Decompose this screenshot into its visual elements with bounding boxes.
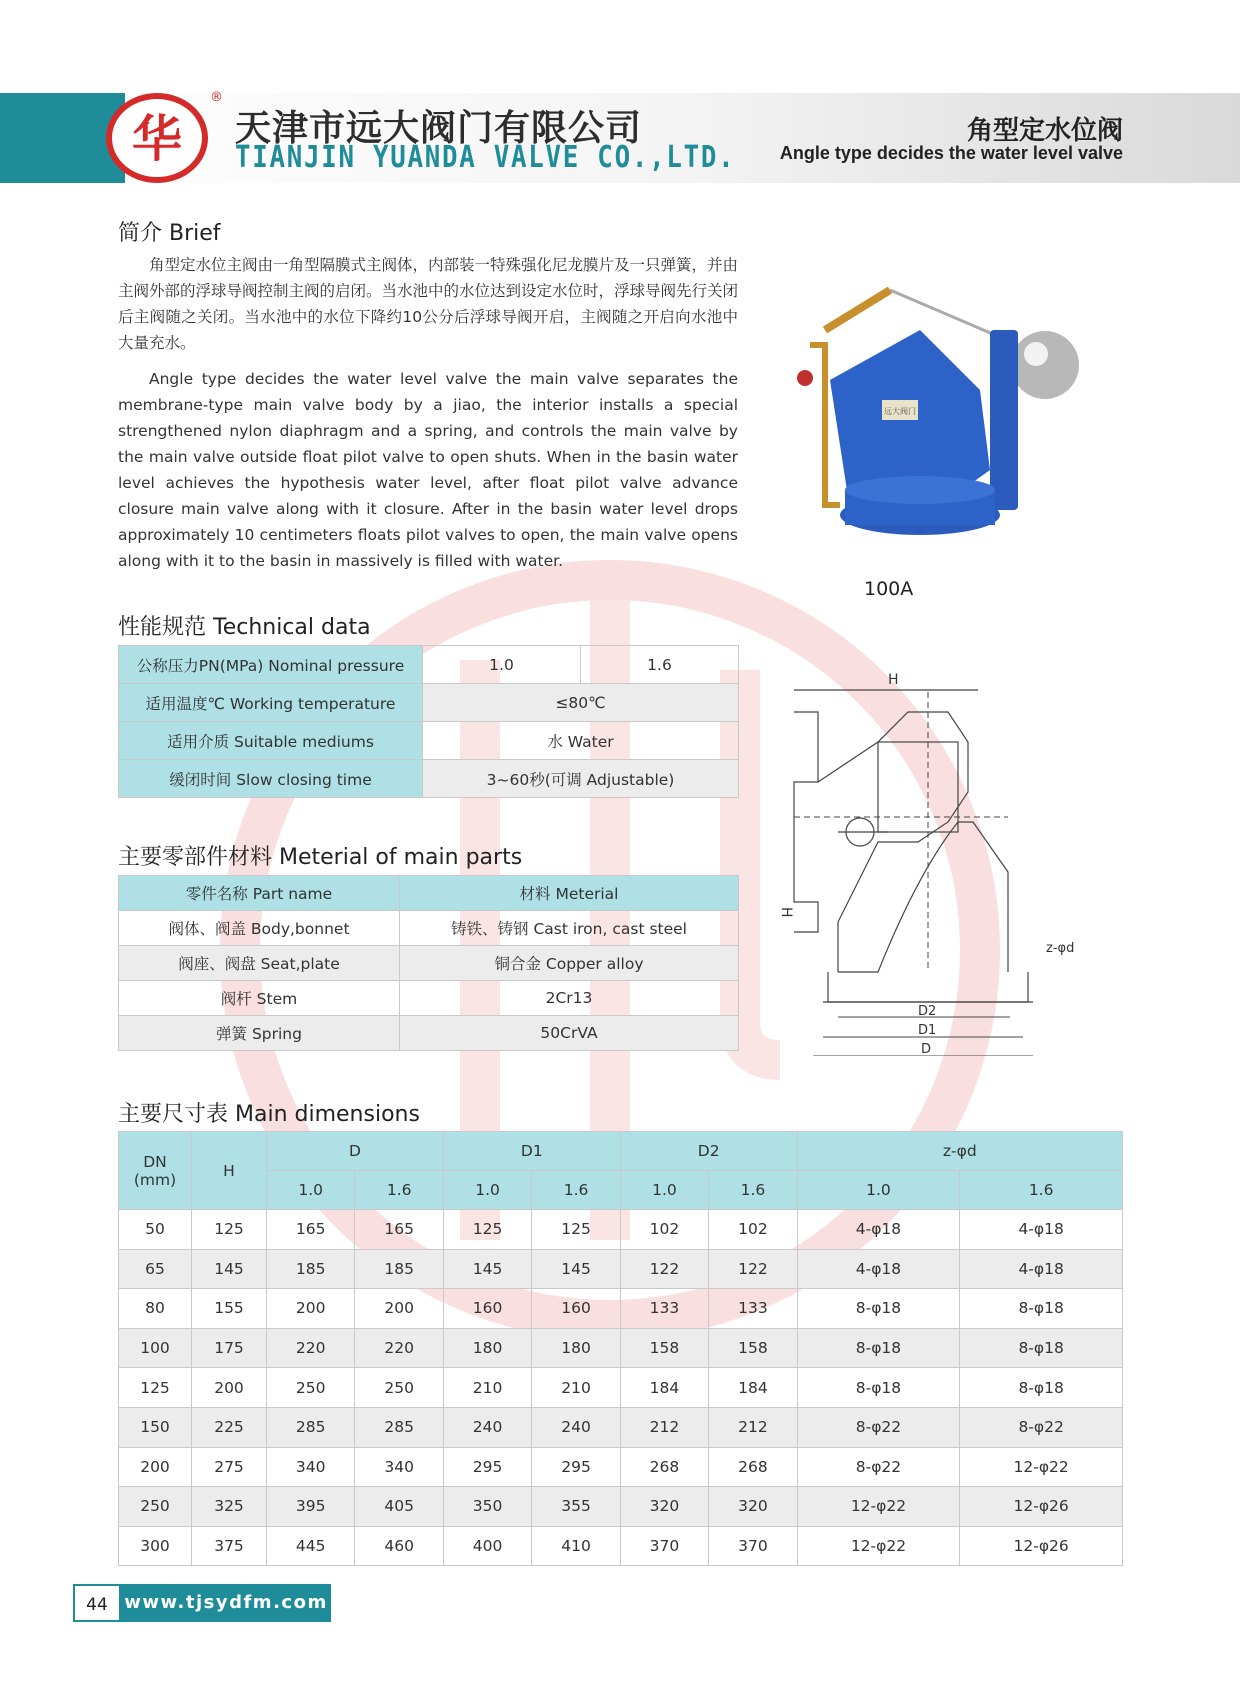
table-cell: 250	[355, 1368, 443, 1408]
table-row	[119, 981, 739, 1016]
pressure-header: 1.6	[709, 1171, 797, 1210]
table-cell: 200	[119, 1447, 192, 1487]
table-cell: 275	[192, 1447, 267, 1487]
table-cell: 240	[443, 1407, 531, 1447]
tech-label: 适用温度℃ Working temperature	[119, 684, 423, 722]
table-row	[119, 760, 739, 798]
brief-paragraph-en: Angle type decides the water level valve the main valve separates the membrane-type main valve body by a jiao, the interior installs a special strengthened nylon diaphragm and a spring, and controls the main valve by the main valve outside float pilot valve to open shuts. When in the basin water level achieves the hypothesis water level, after float pilot valve advance closure main valve along with it closure. After in the basin water level drops approximately 10 centimeters floats pilot valves to open, the main valve opens along with it to the basin in massively is filled with water.	[118, 370, 738, 570]
group-header: D1	[443, 1132, 620, 1171]
table-cell: 375	[192, 1526, 267, 1566]
table-cell: 175	[192, 1328, 267, 1368]
table-cell: 8-φ18	[960, 1289, 1123, 1329]
table-cell: 8-φ18	[797, 1289, 960, 1329]
pressure-header: 1.0	[443, 1171, 531, 1210]
part-material: 50CrVA	[400, 1016, 739, 1051]
company-name-en: TIANJIN YUANDA VALVE CO.,LTD.	[235, 140, 736, 175]
table-row	[119, 646, 739, 684]
table-cell: 200	[355, 1289, 443, 1329]
table-cell: 165	[267, 1210, 355, 1250]
table-row	[119, 1447, 1123, 1487]
company-name-cn: 天津市远大阀门有限公司	[235, 108, 643, 149]
table-cell: 8-φ18	[797, 1368, 960, 1408]
table-cell: 285	[267, 1407, 355, 1447]
diagram-label-h-side: H	[778, 907, 794, 918]
dn-unit: (mm)	[133, 1170, 177, 1189]
table-row	[119, 1368, 1123, 1408]
table-row	[119, 1526, 1123, 1566]
table-cell: 8-φ18	[960, 1328, 1123, 1368]
technical-table	[118, 645, 739, 798]
table-cell: 125	[119, 1368, 192, 1408]
table-cell: 340	[267, 1447, 355, 1487]
brief-paragraph-cn: 角型定水位主阀由一角型隔膜式主阀体，内部装一特殊强化尼龙膜片及一只弹簧，并由主阀外部的浮球导阀控制主阀的启闭。当水池中的水位达到设定水位时，浮球导阀先行关闭后主阀随之关闭。当水池中的水位下降约10公分后浮球导阀开启，主阀随之开启向水池中大量充水。	[118, 256, 739, 352]
pressure-header: 1.0	[797, 1171, 960, 1210]
table-cell: 185	[355, 1249, 443, 1289]
table-cell: 220	[267, 1328, 355, 1368]
table-cell: 102	[709, 1210, 797, 1250]
table-cell: 220	[355, 1328, 443, 1368]
table-cell: 350	[443, 1487, 531, 1527]
product-title-cn: 角型定水位阀	[966, 116, 1123, 146]
pressure-header: 1.6	[355, 1171, 443, 1210]
table-cell: 250	[267, 1368, 355, 1408]
table-cell: 325	[192, 1487, 267, 1527]
column-header: 零件名称 Part name	[119, 876, 400, 911]
table-cell: 268	[620, 1447, 708, 1487]
table-cell: 160	[532, 1289, 620, 1329]
tech-value: 水 Water	[423, 722, 739, 760]
table-cell: 405	[355, 1487, 443, 1527]
table-header-row	[119, 876, 739, 911]
part-name: 阀座、阀盘 Seat,plate	[119, 946, 400, 981]
table-cell: 122	[620, 1249, 708, 1289]
diagram-label-d2: D2	[918, 1004, 937, 1019]
table-cell: 8-φ18	[960, 1368, 1123, 1408]
brief-title: 简介 Brief	[118, 221, 221, 246]
group-header: z-φd	[797, 1132, 1122, 1171]
table-cell: 150	[119, 1407, 192, 1447]
dimension-diagram	[778, 672, 1088, 1056]
table-row	[119, 1249, 1123, 1289]
part-material: 铜合金 Copper alloy	[400, 946, 739, 981]
table-cell: 165	[355, 1210, 443, 1250]
table-cell: 340	[355, 1447, 443, 1487]
dn-label: DN	[143, 1152, 167, 1171]
dimensions-title: 主要尺寸表 Main dimensions	[118, 1102, 420, 1127]
table-cell: 285	[355, 1407, 443, 1447]
table-cell: 180	[532, 1328, 620, 1368]
table-cell: 125	[192, 1210, 267, 1250]
tech-value: 1.6	[580, 646, 738, 684]
table-row	[119, 946, 739, 981]
table-row	[119, 1210, 1123, 1250]
table-row	[119, 722, 739, 760]
table-cell: 184	[620, 1368, 708, 1408]
diagram-label-d1: D1	[918, 1023, 937, 1038]
table-cell: 65	[119, 1249, 192, 1289]
table-cell: 410	[532, 1526, 620, 1566]
table-cell: 460	[355, 1526, 443, 1566]
technical-title: 性能规范 Technical data	[118, 615, 371, 640]
pressure-header: 1.6	[960, 1171, 1123, 1210]
table-cell: 145	[443, 1249, 531, 1289]
column-header-dn	[119, 1132, 192, 1210]
column-header: 材料 Meterial	[400, 876, 739, 911]
table-cell: 12-φ26	[960, 1487, 1123, 1527]
registered-mark: ®	[210, 90, 223, 105]
valve-body-text: 远大阀门	[884, 407, 916, 416]
table-cell: 12-φ22	[797, 1526, 960, 1566]
table-cell: 125	[532, 1210, 620, 1250]
table-cell: 8-φ22	[797, 1407, 960, 1447]
table-cell: 145	[532, 1249, 620, 1289]
tech-value: 3~60秒(可调 Adjustable)	[423, 760, 739, 798]
table-cell: 158	[620, 1328, 708, 1368]
table-cell: 12-φ22	[797, 1487, 960, 1527]
table-cell: 100	[119, 1328, 192, 1368]
table-cell: 355	[532, 1487, 620, 1527]
table-cell: 370	[709, 1526, 797, 1566]
table-row	[119, 1328, 1123, 1368]
table-cell: 295	[443, 1447, 531, 1487]
table-cell: 395	[267, 1487, 355, 1527]
table-cell: 240	[532, 1407, 620, 1447]
part-material: 铸铁、铸钢 Cast iron, cast steel	[400, 911, 739, 946]
table-cell: 50	[119, 1210, 192, 1250]
column-header-h: H	[192, 1132, 267, 1210]
table-cell: 133	[709, 1289, 797, 1329]
model-caption: 100A	[864, 578, 914, 600]
table-cell: 268	[709, 1447, 797, 1487]
diagram-label-h-top: H	[888, 672, 899, 688]
dimensions-body	[119, 1210, 1123, 1566]
table-cell: 370	[620, 1526, 708, 1566]
valve-photo	[770, 270, 1100, 570]
table-cell: 8-φ18	[797, 1328, 960, 1368]
table-cell: 210	[443, 1368, 531, 1408]
parts-table	[118, 875, 739, 1051]
pressure-header: 1.0	[267, 1171, 355, 1210]
table-cell: 295	[532, 1447, 620, 1487]
tech-label: 适用介质 Suitable mediums	[119, 722, 423, 760]
website-link[interactable]: www.tjsydfm.com	[121, 1584, 331, 1622]
table-cell: 4-φ18	[797, 1210, 960, 1250]
table-cell: 158	[709, 1328, 797, 1368]
diagram-label-zd: z-φd	[1046, 941, 1075, 956]
tech-value: ≤80℃	[423, 684, 739, 722]
group-header: D	[267, 1132, 444, 1171]
part-name: 弹簧 Spring	[119, 1016, 400, 1051]
part-material: 2Cr13	[400, 981, 739, 1016]
table-cell: 4-φ18	[960, 1249, 1123, 1289]
table-cell: 80	[119, 1289, 192, 1329]
product-title-en: Angle type decides the water level valve	[779, 143, 1123, 163]
pressure-header: 1.6	[532, 1171, 620, 1210]
table-row	[119, 911, 739, 946]
table-cell: 320	[620, 1487, 708, 1527]
table-cell: 320	[709, 1487, 797, 1527]
table-cell: 185	[267, 1249, 355, 1289]
table-cell: 200	[267, 1289, 355, 1329]
table-cell: 212	[709, 1407, 797, 1447]
table-cell: 12-φ22	[960, 1447, 1123, 1487]
tech-label: 缓闭时间 Slow closing time	[119, 760, 423, 798]
table-cell: 300	[119, 1526, 192, 1566]
table-row	[119, 684, 739, 722]
pressure-header: 1.0	[620, 1171, 708, 1210]
table-cell: 4-φ18	[797, 1249, 960, 1289]
table-cell: 133	[620, 1289, 708, 1329]
table-cell: 102	[620, 1210, 708, 1250]
table-cell: 184	[709, 1368, 797, 1408]
table-cell: 160	[443, 1289, 531, 1329]
table-row	[119, 1407, 1123, 1447]
tech-value: 1.0	[423, 646, 581, 684]
dimensions-table	[118, 1131, 1123, 1566]
page-number: 44	[73, 1584, 121, 1622]
table-cell: 155	[192, 1289, 267, 1329]
parts-title: 主要零部件材料 Meterial of main parts	[118, 845, 523, 870]
table-cell: 4-φ18	[960, 1210, 1123, 1250]
table-cell: 445	[267, 1526, 355, 1566]
table-cell: 225	[192, 1407, 267, 1447]
table-cell: 400	[443, 1526, 531, 1566]
table-header-row	[119, 1132, 1123, 1171]
table-cell: 12-φ26	[960, 1526, 1123, 1566]
table-cell: 180	[443, 1328, 531, 1368]
table-row	[119, 1487, 1123, 1527]
table-cell: 8-φ22	[960, 1407, 1123, 1447]
table-row	[119, 1289, 1123, 1329]
company-logo	[103, 92, 211, 184]
table-cell: 210	[532, 1368, 620, 1408]
logo-character: 华	[132, 110, 182, 168]
diagram-label-d: D	[921, 1042, 932, 1056]
tech-label: 公称压力PN(MPa) Nominal pressure	[119, 646, 423, 684]
table-cell: 212	[620, 1407, 708, 1447]
part-name: 阀杆 Stem	[119, 981, 400, 1016]
group-header: D2	[620, 1132, 797, 1171]
table-row	[119, 1016, 739, 1051]
table-cell: 8-φ22	[797, 1447, 960, 1487]
table-cell: 250	[119, 1487, 192, 1527]
part-name: 阀体、阀盖 Body,bonnet	[119, 911, 400, 946]
table-cell: 125	[443, 1210, 531, 1250]
table-header-row	[119, 1171, 1123, 1210]
table-cell: 200	[192, 1368, 267, 1408]
table-cell: 122	[709, 1249, 797, 1289]
table-cell: 145	[192, 1249, 267, 1289]
